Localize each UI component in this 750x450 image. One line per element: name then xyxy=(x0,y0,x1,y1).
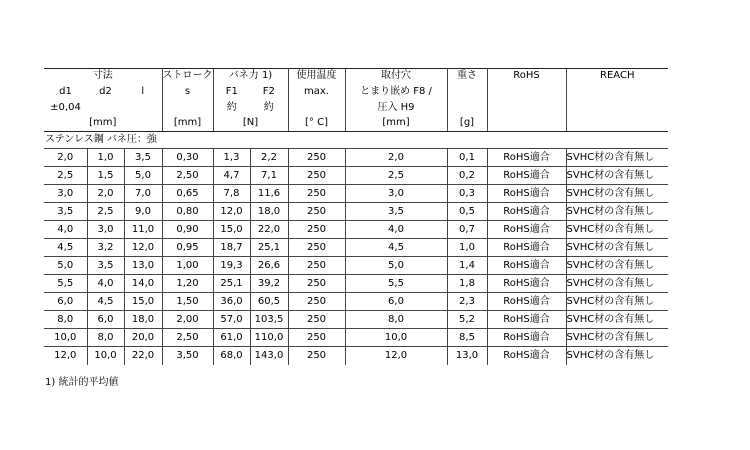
cell-temp: 250 xyxy=(288,293,345,311)
cell-hole: 12,0 xyxy=(345,347,447,365)
cell-f1: 61,0 xyxy=(213,329,250,347)
cell-reach: SVHC材の含有無し xyxy=(566,149,668,167)
header-hole-fit-1: とまり嵌め F8 / xyxy=(345,84,447,100)
cell-stroke: 1,50 xyxy=(162,293,213,311)
table-row xyxy=(44,239,668,257)
cell-d1: 6,0 xyxy=(44,293,87,311)
cell-f2: 7,1 xyxy=(250,167,288,185)
cell-f2: 60,5 xyxy=(250,293,288,311)
cell-hole: 4,0 xyxy=(345,221,447,239)
unit-stroke: [mm] xyxy=(162,116,213,132)
header-hole-fit-2: 圧入 H9 xyxy=(345,100,447,116)
cell-rohs: RoHS適合 xyxy=(487,167,566,185)
cell-f1: 1,3 xyxy=(213,149,250,167)
cell-rohs: RoHS適合 xyxy=(487,185,566,203)
cell-stroke: 3,50 xyxy=(162,347,213,365)
table-row xyxy=(44,347,668,365)
cell-weight: 1,8 xyxy=(447,275,487,293)
cell-l: 20,0 xyxy=(124,329,162,347)
cell-l: 11,0 xyxy=(124,221,162,239)
cell-d2: 1,5 xyxy=(87,167,124,185)
cell-d1: 5,5 xyxy=(44,275,87,293)
cell-temp: 250 xyxy=(288,311,345,329)
cell-hole: 10,0 xyxy=(345,329,447,347)
cell-d2: 4,0 xyxy=(87,275,124,293)
cell-f2: 103,5 xyxy=(250,311,288,329)
cell-stroke: 2,00 xyxy=(162,311,213,329)
cell-rohs: RoHS適合 xyxy=(487,149,566,167)
cell-f1: 19,3 xyxy=(213,257,250,275)
header-tolerance: ±0,04 xyxy=(50,101,81,113)
cell-f1: 36,0 xyxy=(213,293,250,311)
table-row xyxy=(44,293,668,311)
cell-weight: 0,3 xyxy=(447,185,487,203)
cell-temp: 250 xyxy=(288,275,345,293)
cell-d1: 10,0 xyxy=(44,329,87,347)
cell-temp: 250 xyxy=(288,149,345,167)
table-row xyxy=(44,275,668,293)
table-row xyxy=(44,203,668,221)
table-row xyxy=(44,221,668,239)
section-title: ステンレス鋼 バネ圧：強 xyxy=(44,132,668,149)
cell-reach: SVHC材の含有無し xyxy=(566,203,668,221)
cell-hole: 8,0 xyxy=(345,311,447,329)
cell-stroke: 2,50 xyxy=(162,167,213,185)
header-f1: F1 xyxy=(225,85,238,97)
cell-f2: 143,0 xyxy=(250,347,288,365)
cell-reach: SVHC材の含有無し xyxy=(566,349,655,361)
cell-temp: 250 xyxy=(288,185,345,203)
cell-d2: 3,0 xyxy=(87,221,124,239)
cell-rohs: RoHS適合 xyxy=(487,203,566,221)
table-row xyxy=(44,257,668,275)
header-l: l xyxy=(124,84,162,100)
cell-reach: SVHC材の含有無し xyxy=(566,293,668,311)
cell-stroke: 0,80 xyxy=(162,203,213,221)
header-mounting-hole: 取付穴 xyxy=(345,69,447,84)
cell-rohs: RoHS適合 xyxy=(487,311,566,329)
cell-temp: 250 xyxy=(288,239,345,257)
cell-rohs: RoHS適合 xyxy=(487,293,566,311)
table-row xyxy=(44,167,668,185)
header-rohs: RoHS xyxy=(487,69,566,84)
cell-d2: 3,2 xyxy=(87,239,124,257)
header-approx-f1: 約 xyxy=(226,101,237,113)
cell-stroke: 2,50 xyxy=(162,329,213,347)
cell-l: 15,0 xyxy=(124,293,162,311)
cell-rohs: RoHS適合 xyxy=(487,257,566,275)
cell-stroke: 1,00 xyxy=(162,257,213,275)
cell-reach: SVHC材の含有無し xyxy=(566,275,668,293)
cell-f1: 25,1 xyxy=(213,275,250,293)
cell-f1: 57,0 xyxy=(213,311,250,329)
cell-f1: 15,0 xyxy=(213,221,250,239)
cell-stroke: 0,95 xyxy=(162,239,213,257)
cell-f2: 11,6 xyxy=(250,185,288,203)
cell-d1: 8,0 xyxy=(44,311,87,329)
cell-f1: 18,7 xyxy=(213,239,250,257)
cell-f2: 39,2 xyxy=(250,275,288,293)
cell-rohs: RoHS適合 xyxy=(487,275,566,293)
cell-reach: SVHC材の含有無し xyxy=(566,185,668,203)
cell-f2: 110,0 xyxy=(250,329,288,347)
cell-d1: 5,0 xyxy=(44,257,87,275)
cell-temp: 250 xyxy=(288,221,345,239)
cell-f2: 2,2 xyxy=(250,149,288,167)
cell-reach: SVHC材の含有無し xyxy=(566,329,668,347)
spec-table xyxy=(44,68,668,365)
cell-d1: 2,0 xyxy=(44,149,87,167)
cell-temp: 250 xyxy=(288,329,345,347)
cell-weight: 8,5 xyxy=(447,329,487,347)
cell-d2: 1,0 xyxy=(87,149,124,167)
header-weight: 重さ xyxy=(447,69,487,84)
cell-l: 3,5 xyxy=(124,149,162,167)
cell-d1: 3,0 xyxy=(44,185,87,203)
cell-weight: 1,0 xyxy=(447,239,487,257)
cell-weight: 0,7 xyxy=(447,221,487,239)
cell-hole: 3,0 xyxy=(345,185,447,203)
cell-d2: 3,5 xyxy=(87,257,124,275)
cell-f1: 7,8 xyxy=(213,185,250,203)
cell-d1: 2,5 xyxy=(44,167,87,185)
cell-d2: 8,0 xyxy=(87,329,124,347)
cell-stroke: 0,65 xyxy=(162,185,213,203)
cell-l: 22,0 xyxy=(124,347,162,365)
cell-f2: 25,1 xyxy=(250,239,288,257)
cell-hole: 2,0 xyxy=(345,149,447,167)
cell-d2: 2,5 xyxy=(87,203,124,221)
cell-hole: 3,5 xyxy=(345,203,447,221)
cell-f1: 68,0 xyxy=(213,347,250,365)
cell-temp: 250 xyxy=(288,347,345,365)
cell-l: 7,0 xyxy=(124,185,162,203)
footnote: 1) 統計的平均値 xyxy=(45,377,119,388)
unit-dimensions: [mm] xyxy=(44,116,162,132)
cell-f1: 4,7 xyxy=(213,167,250,185)
header-stroke: ストローク xyxy=(162,69,213,84)
cell-temp: 250 xyxy=(288,203,345,221)
cell-reach: SVHC材の含有無し xyxy=(566,311,668,329)
cell-weight: 1,4 xyxy=(447,257,487,275)
unit-weight: [g] xyxy=(447,116,487,132)
cell-d2: 2,0 xyxy=(87,185,124,203)
cell-d2: 6,0 xyxy=(87,311,124,329)
unit-hole: [mm] xyxy=(345,116,447,132)
cell-d2: 4,5 xyxy=(87,293,124,311)
cell-reach: SVHC材の含有無し xyxy=(566,221,668,239)
cell-l: 18,0 xyxy=(124,311,162,329)
cell-weight: 2,3 xyxy=(447,293,487,311)
cell-hole: 5,5 xyxy=(345,275,447,293)
cell-d1: 4,0 xyxy=(44,221,87,239)
cell-f2: 18,0 xyxy=(250,203,288,221)
cell-l: 12,0 xyxy=(124,239,162,257)
cell-temp: 250 xyxy=(288,167,345,185)
cell-rohs: RoHS適合 xyxy=(487,221,566,239)
cell-hole: 6,0 xyxy=(345,293,447,311)
header-s: s xyxy=(162,84,213,100)
cell-f1: 12,0 xyxy=(213,203,250,221)
cell-stroke: 0,90 xyxy=(162,221,213,239)
header-spring-force: バネ力 1) xyxy=(213,69,288,84)
cell-rohs: RoHS適合 xyxy=(487,239,566,257)
header-approx-f2: 約 xyxy=(250,100,288,116)
cell-weight: 0,5 xyxy=(447,203,487,221)
table-row xyxy=(44,329,668,347)
unit-force: [N] xyxy=(213,116,288,132)
cell-reach: SVHC材の含有無し xyxy=(566,239,668,257)
cell-rohs: RoHS適合 xyxy=(487,347,566,365)
unit-temp: [° C] xyxy=(288,116,345,132)
cell-f2: 26,6 xyxy=(250,257,288,275)
header-reach: REACH xyxy=(566,69,668,84)
cell-temp: 250 xyxy=(288,257,345,275)
cell-l: 14,0 xyxy=(124,275,162,293)
cell-weight: 13,0 xyxy=(447,347,487,365)
cell-reach: SVHC材の含有無し xyxy=(566,167,668,185)
cell-d2: 10,0 xyxy=(87,347,124,365)
cell-weight: 0,2 xyxy=(447,167,487,185)
cell-weight: 0,1 xyxy=(447,149,487,167)
table-row xyxy=(44,311,668,329)
cell-l: 9,0 xyxy=(124,203,162,221)
cell-weight: 5,2 xyxy=(447,311,487,329)
cell-l: 13,0 xyxy=(124,257,162,275)
cell-stroke: 0,30 xyxy=(162,149,213,167)
cell-stroke: 1,20 xyxy=(162,275,213,293)
cell-d1: 12,0 xyxy=(44,347,87,365)
header-temp: 使用温度 xyxy=(288,69,345,84)
header-d2: d2 xyxy=(99,85,112,97)
header-max: max. xyxy=(288,84,345,100)
cell-reach: SVHC材の含有無し xyxy=(566,257,668,275)
header-dimensions: 寸法 xyxy=(44,69,162,84)
table-row xyxy=(44,185,668,203)
cell-rohs: RoHS適合 xyxy=(487,329,566,347)
cell-hole: 4,5 xyxy=(345,239,447,257)
header-d1: d1 xyxy=(59,85,72,97)
cell-d1: 3,5 xyxy=(44,203,87,221)
cell-l: 5,0 xyxy=(124,167,162,185)
cell-f2: 22,0 xyxy=(250,221,288,239)
table-row xyxy=(44,149,668,167)
cell-d1: 4,5 xyxy=(44,239,87,257)
cell-hole: 2,5 xyxy=(345,167,447,185)
header-f2: F2 xyxy=(250,84,288,100)
cell-hole: 5,0 xyxy=(345,257,447,275)
